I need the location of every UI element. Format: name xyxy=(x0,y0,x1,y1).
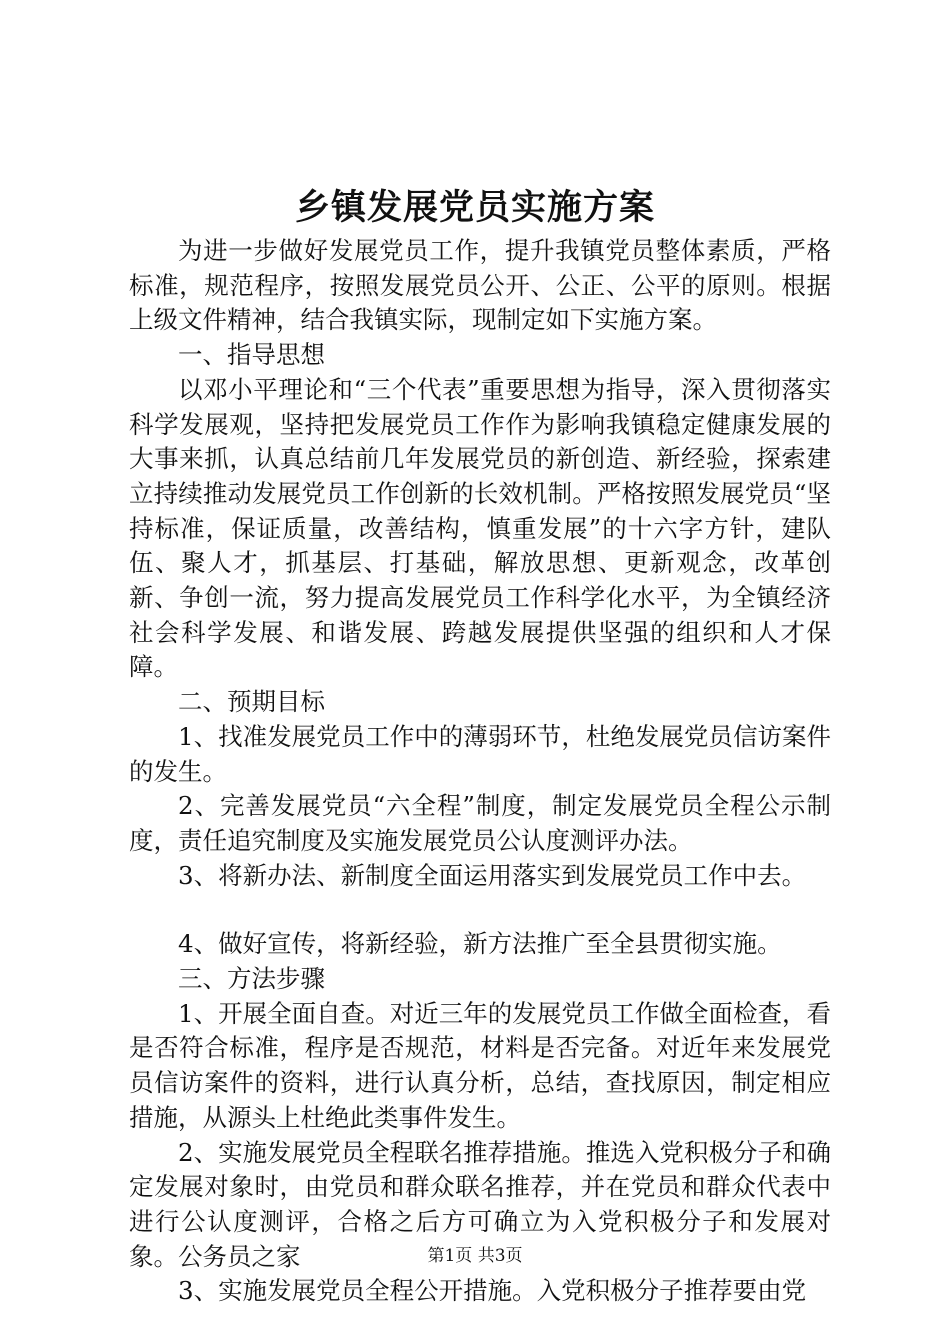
goal-item-1: 1、找准发展党员工作中的薄弱环节，杜绝发展党员信访案件的发生。 xyxy=(129,721,831,786)
page-footer: 第1页 共3页 xyxy=(427,1246,523,1266)
section-heading-guiding-thought: 一、指导思想 xyxy=(178,340,325,370)
goal-item-4: 4、做好宣传，将新经验，新方法推广至全县贯彻实施。 xyxy=(178,929,782,959)
document-body xyxy=(129,234,831,1309)
step-item-2: 2、实施发展党员全程联名推荐措施。推选入党积极分子和确定发展对象时，由党员和群众联名推荐，并在党员和群众代表中进行公认度测评，合格之后方可确立为入党积极分子和发展对象。公务员之家 xyxy=(129,1137,831,1271)
goal-item-2: 2、完善发展党员“六全程”制度，制定发展党员全程公示制度，责任追究制度及实施发展党员公认度测评办法。 xyxy=(129,791,831,855)
section-heading-expected-goals: 二、预期目标 xyxy=(178,687,325,717)
document-title: 乡镇发展党员实施方案 xyxy=(294,187,655,228)
step-item-1: 1、开展全面自查。对近三年的发展党员工作做全面检查，看是否符合标准，程序是否规范，材料是否完备。对近年来发展党员信访案件的资料，进行认真分析，总结，查找原因，制定相应措施，从源头上杜绝此类事件发生。 xyxy=(129,998,831,1132)
section-heading-method-steps: 三、方法步骤 xyxy=(178,964,325,994)
intro-paragraph: 为进一步做好发展党员工作，提升我镇党员整体素质，严格标准，规范程序，按照发展党员公开、公正、公平的原则。根据上级文件精神，结合我镇实际，现制定如下实施方案。 xyxy=(129,236,831,335)
goal-item-3: 3、将新办法、新制度全面运用落实到发展党员工作中去。 xyxy=(178,860,807,890)
guiding-thought-paragraph: 以邓小平理论和“三个代表”重要思想为指导，深入贯彻落实科学发展观，坚持把发展党员工作作为影响我镇稳定健康发展的大事来抓，认真总结前几年发展党员的新创造、新经验，探索建立持续推动发展党员工作创新的长效机制。严格按照发展党员“坚持标准，保证质量，改善结构，慎重发展”的十六字方针，建队伍、聚人才，抓基层、打基础，解放思想、更新观念，改革创新、争创一流，努力提高发展党员工作科学化水平，为全镇经济社会科学发展、和谐发展、跨越发展提供坚强的组织和人才保障。 xyxy=(129,374,831,682)
step-item-3: 3、实施发展党员全程公开措施。入党积极分子推荐要由党 xyxy=(178,1276,807,1306)
